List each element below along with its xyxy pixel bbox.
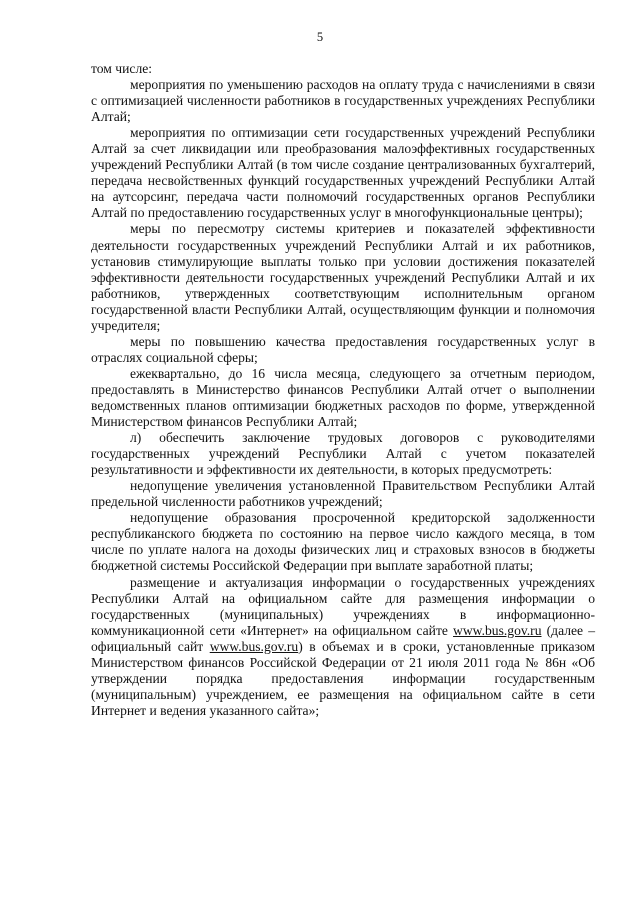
bus-gov-link-2[interactable]: www.bus.gov.ru [209,638,299,654]
paragraph-9-part2: (далее – официальный сайт [91,622,595,654]
paragraph-0: том числе: [91,61,153,76]
paragraph-9-part3: ) в объемах и в сроки, установленные приказом Министерством финансов Российской Федерации от 21 июля 2011 года № 86н «Об утверждении порядка предоставления информации государственным (муниципальным) учреждением, ее размещения на официальном сайте в сети Интернет и ведения указанного сайта»; [91,638,596,718]
page-number: 5 [316,30,324,44]
paragraph-2: мероприятия по оптимизации сети государственных учреждений Республики Алтай за счет ликвидации или преобразования малоэффективных государственных учреждений Республики Алтай (в том числе создание централизованных бухгалтерий, передача несвойственных функций государственных учреждений Республики Алтай на аутсорсинг, передача части полномочий государственных органов Республики Алтай по предоставлению государственных услуг в многофункциональные центры); [91,125,595,221]
paragraph-5: ежеквартально, до 16 числа месяца, следующего за отчетным периодом, предоставлять в Министерство финансов Республики Алтай отчет о выполнении ведомственных планов оптимизации бюджетных расходов по форме, утвержденной Министерством финансов Республики Алтай; [91,365,595,430]
paragraph-9 [91,575,595,719]
paragraph-8: недопущение образования просроченной кредиторской задолженности республиканского бюджета по состоянию на первое число каждого месяца, в том числе по уплате налога на доходы физических лиц и страховых взносов в бюджеты бюджетной системы Российской Федерации при выплате заработной платы; [91,510,595,574]
paragraph-3: меры по пересмотру системы критериев и показателей эффективности деятельности государственных учреждений Республики Алтай и их работников, установив стимулирующие выплаты только при условии достижения показателей эффективности деятельности государственных учреждений Республики Алтай и их работников, утвержденных соответствующим исполнительным органом государственной власти Республики Алтай, осуществляющим функции и полномочия учредителя; [91,221,595,333]
paragraph-6: л) обеспечить заключение трудовых договоров с руководителями государственных учреждений Республики Алтай с учетом показателей результативности и эффективности их деятельности, в которых предусмотреть: [91,430,595,478]
paragraph-9-part1: размещение и актуализация информации о государственных учреждениях Республики Алтай на официальном сайте для размещения информации о государственных (муниципальных) учреждениях в информационно-коммуникационной сети «Интернет» на официальном сайте [91,574,595,638]
paragraph-1: мероприятия по уменьшению расходов на оплату труда с начислениями в связи с оптимизацией численности работников в государственных учреждениях Республики Алтай; [91,77,595,125]
paragraph-4: меры по повышению качества предоставления государственных услуг в отраслях социальной сферы; [91,333,595,365]
bus-gov-link[interactable]: www.bus.gov.ru [453,622,542,638]
document-body [91,61,595,719]
paragraph-7: недопущение увеличения установленной Правительством Республики Алтай предельной численности работников учреждений; [91,478,595,510]
